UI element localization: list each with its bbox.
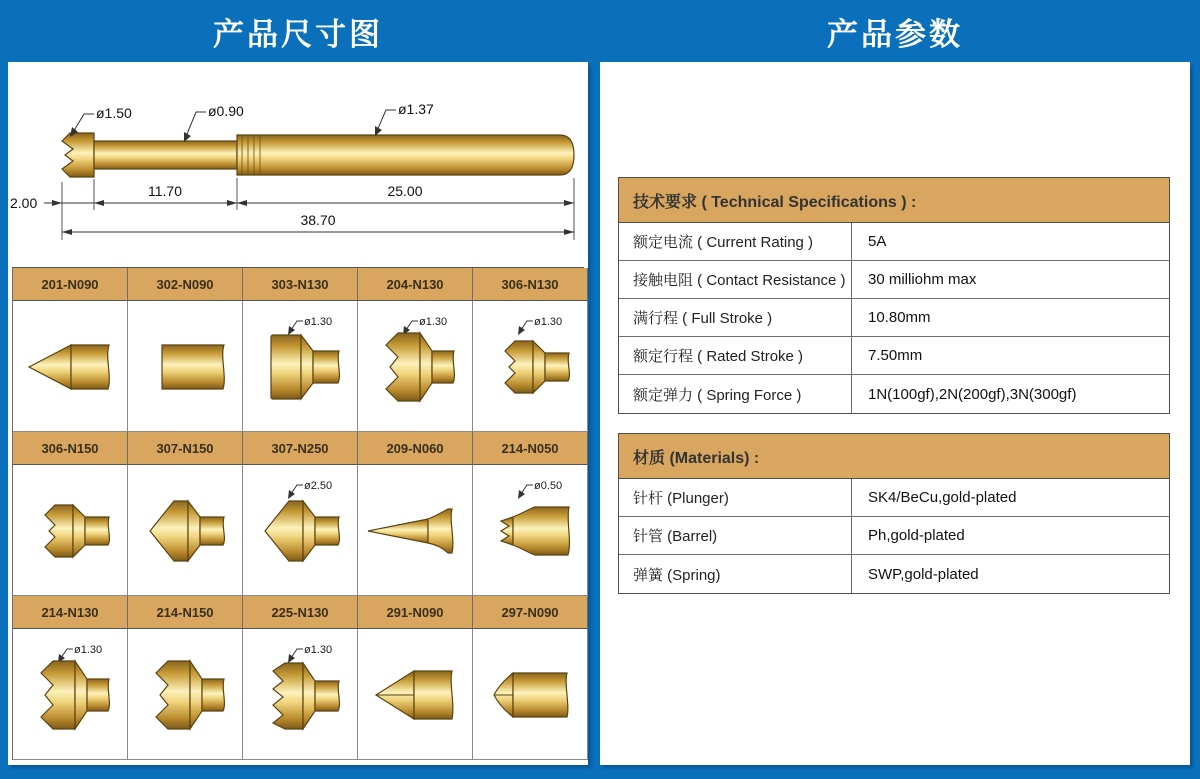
tip-diameter-label: ø0.50 (534, 480, 563, 492)
probe-model-header: 291-N090 (358, 596, 473, 629)
probe-model-header: 214-N150 (128, 596, 243, 629)
table-row (619, 223, 1169, 261)
probe-model-header: 201-N090 (13, 268, 128, 301)
probe-barrel (237, 135, 574, 175)
probe-model-header: 214-N050 (473, 432, 588, 465)
material-label: 针管 (Barrel) (619, 517, 852, 554)
spec-label: 额定行程 ( Rated Stroke ) (619, 337, 852, 374)
probe-model-header: 204-N130 (358, 268, 473, 301)
dim-plunger-diameter: ø0.90 (208, 103, 244, 119)
technical-specifications-table (618, 177, 1170, 414)
probe-model-header: 214-N130 (13, 596, 128, 629)
probe-tip-drawing-cell (243, 629, 358, 760)
material-value: SWP,gold-plated (868, 565, 979, 583)
tip-diameter-label: ø1.30 (534, 316, 563, 328)
spec-label: 接触电阻 ( Contact Resistance ) (619, 261, 852, 298)
probe-tip-drawing-cell (473, 465, 588, 596)
table-row (619, 555, 1169, 593)
tip-diameter-label: ø1.30 (304, 316, 333, 328)
spec-value: 7.50mm (868, 347, 923, 364)
probe-tip-drawing (13, 465, 127, 595)
probe-model-header: 306-N130 (473, 268, 588, 301)
tip-diameter-label: ø1.30 (74, 644, 103, 656)
probe-model-header: 297-N090 (473, 596, 588, 629)
probe-tip-drawing (13, 301, 127, 431)
table-row (619, 517, 1169, 555)
materials-table-header: 材质 (Materials) : (619, 434, 1169, 479)
probe-model-header: 225-N130 (243, 596, 358, 629)
probe-model-header: 303-N130 (243, 268, 358, 301)
probe-tip-drawing-cell (473, 629, 588, 760)
probe-tip-drawing-cell (128, 629, 243, 760)
spec-value: 5A (868, 233, 887, 250)
spec-label: 额定弹力 ( Spring Force ) (619, 375, 852, 413)
table-row (619, 479, 1169, 517)
spec-value: 10.80mm (868, 309, 931, 326)
probe-tip-drawing-cell (358, 465, 473, 596)
probe-tip-drawing-cell (358, 629, 473, 760)
dim-total-length: 38.70 (300, 212, 336, 228)
material-label: 针杆 (Plunger) (619, 479, 852, 516)
probe-model-header: 209-N060 (358, 432, 473, 465)
probe-crown-tip (62, 133, 94, 177)
probe-tip-drawing-cell (243, 465, 358, 596)
probe-tip-drawing-cell (473, 301, 588, 432)
probe-tip-drawing (128, 465, 242, 595)
probe-tip-drawing (13, 629, 127, 759)
probe-model-header: 307-N150 (128, 432, 243, 465)
probe-model-header: 306-N150 (13, 432, 128, 465)
probe-tip-grid (12, 267, 584, 760)
material-value: SK4/BeCu,gold-plated (868, 489, 1017, 506)
probe-tip-drawing (358, 465, 472, 595)
extension-lines (62, 178, 574, 240)
probe-tip-drawing (243, 465, 357, 595)
dim-tip-head-diameter: ø1.50 (96, 105, 132, 121)
spec-label: 额定电流 ( Current Rating ) (619, 223, 852, 260)
right-panel-title: 产品参数 (827, 16, 963, 52)
dim-plunger-length: 11.70 (148, 183, 182, 199)
probe-tip-drawing-cell (358, 301, 473, 432)
probe-tip-drawing-cell (13, 629, 128, 760)
probe-tip-drawing (473, 629, 587, 759)
spec-label: 满行程 ( Full Stroke ) (619, 299, 852, 336)
probe-tip-drawing (473, 301, 587, 431)
probe-tip-drawing-cell (13, 301, 128, 432)
probe-tip-drawing-cell (128, 465, 243, 596)
tip-diameter-label: ø1.30 (419, 316, 448, 328)
left-panel-title: 产品尺寸图 (213, 16, 383, 52)
material-value: Ph,gold-plated (868, 527, 965, 544)
materials-table (618, 433, 1170, 594)
table-row (619, 299, 1169, 337)
dim-barrel-diameter: ø1.37 (398, 101, 434, 117)
probe-tip-drawing (358, 629, 472, 759)
dimension-panel (8, 62, 588, 765)
spec-value: 30 milliohm max (868, 271, 977, 288)
table-row (619, 337, 1169, 375)
spec-value: 1N(100gf),2N(200gf),3N(300gf) (868, 385, 1077, 403)
probe-tip-drawing (358, 301, 472, 431)
probe-tip-drawing-cell (13, 465, 128, 596)
probe-tip-drawing (128, 629, 242, 759)
probe-tip-drawing (473, 465, 587, 595)
probe-model-header: 307-N250 (243, 432, 358, 465)
dim-tip-length: 2.00 (10, 195, 38, 211)
table-row (619, 261, 1169, 299)
tip-diameter-label: ø2.50 (304, 480, 333, 492)
probe-plunger-shaft (94, 141, 237, 169)
probe-tip-drawing-cell (128, 301, 243, 432)
probe-tip-drawing-cell (243, 301, 358, 432)
probe-tip-drawing (243, 301, 357, 431)
tip-diameter-label: ø1.30 (304, 644, 333, 656)
probe-model-header: 302-N090 (128, 268, 243, 301)
probe-tip-drawing (243, 629, 357, 759)
spec-table-header: 技术要求 ( Technical Specifications ) : (619, 178, 1169, 223)
probe-tip-drawing (128, 301, 242, 431)
dim-barrel-length: 25.00 (387, 183, 423, 199)
material-label: 弹簧 (Spring) (619, 555, 852, 593)
table-row (619, 375, 1169, 413)
parameters-panel (600, 62, 1190, 765)
probe-dimension-diagram (8, 62, 588, 267)
